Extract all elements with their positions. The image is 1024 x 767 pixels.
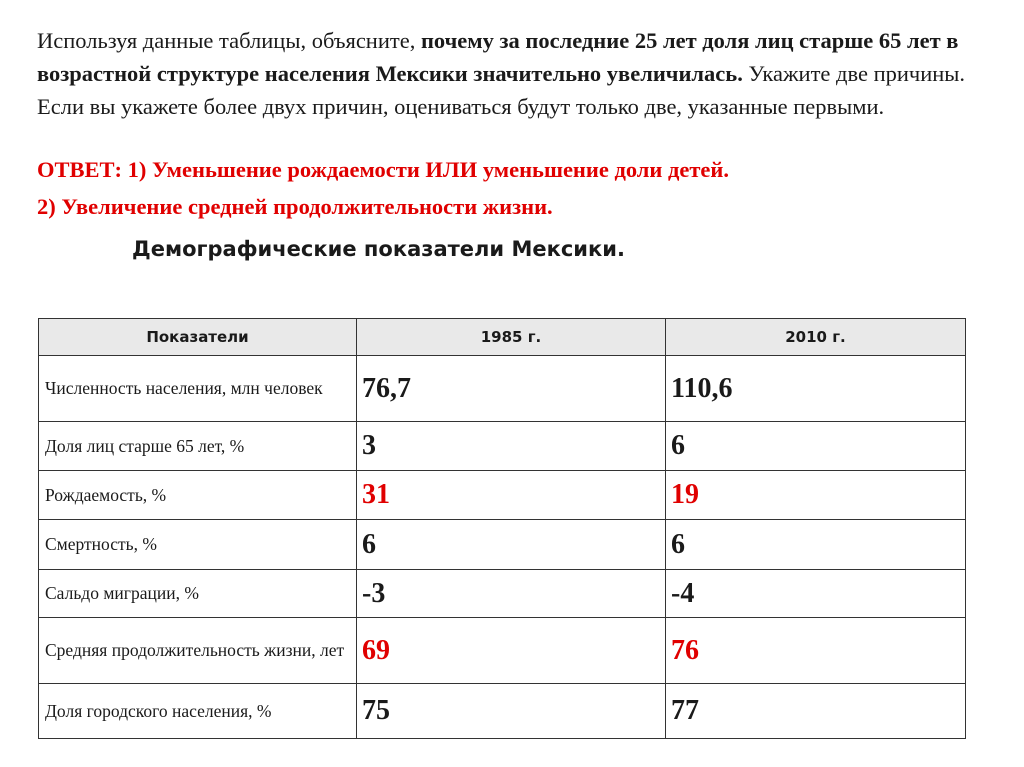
header-2010: 2010 г. — [666, 319, 966, 356]
value-1985: 69 — [357, 618, 666, 684]
header-1985: 1985 г. — [357, 319, 666, 356]
value-1985: 3 — [357, 422, 666, 471]
row-label: Средняя продолжительность жизни, лет — [39, 618, 357, 684]
value-1985: 31 — [357, 471, 666, 520]
row-label: Доля лиц старше 65 лет, % — [39, 422, 357, 471]
row-label: Рождаемость, % — [39, 471, 357, 520]
row-label: Численность населения, млн человек — [39, 356, 357, 422]
row-label: Сальдо миграции, % — [39, 570, 357, 618]
answer-label: ОТВЕТ — [37, 157, 115, 182]
value-1985: -3 — [357, 570, 666, 618]
table-header-row — [39, 319, 966, 356]
question-bold: почему за последние 25 лет доля лиц старше 65 лет в возрастной структуре населения Мексики значительно увеличилась. — [37, 28, 959, 86]
value-1985: 76,7 — [357, 356, 666, 422]
table-row — [39, 618, 966, 684]
table-row — [39, 570, 966, 618]
table-row — [39, 422, 966, 471]
value-2010: 19 — [666, 471, 966, 520]
header-indicators: Показатели — [39, 319, 357, 356]
value-2010: 77 — [666, 684, 966, 739]
table-row — [39, 684, 966, 739]
table-title: Демографические показатели Мексики. — [132, 237, 625, 261]
table-row — [39, 471, 966, 520]
question-part1: Используя данные таблицы, объясните, — [37, 28, 421, 53]
table-row — [39, 520, 966, 570]
value-2010: 76 — [666, 618, 966, 684]
value-2010: 6 — [666, 422, 966, 471]
row-label: Доля городского населения, % — [39, 684, 357, 739]
question-text — [37, 24, 997, 123]
answer-line-2: 2) Увеличение средней продолжительности жизни. — [37, 194, 553, 219]
answer-line-1 — [37, 155, 997, 185]
table-row — [39, 356, 966, 422]
row-label: Смертность, % — [39, 520, 357, 570]
value-1985: 75 — [357, 684, 666, 739]
demographics-table — [38, 318, 966, 739]
value-1985: 6 — [357, 520, 666, 570]
question-part2: Укажите две причины. Если вы укажете более двух причин, оцениваться будут только две, указанные первыми. — [37, 61, 966, 119]
value-2010: 110,6 — [666, 356, 966, 422]
answer-text-1: : 1) Уменьшение рождаемости ИЛИ уменьшение доли детей. — [114, 157, 730, 182]
value-2010: -4 — [666, 570, 966, 618]
value-2010: 6 — [666, 520, 966, 570]
